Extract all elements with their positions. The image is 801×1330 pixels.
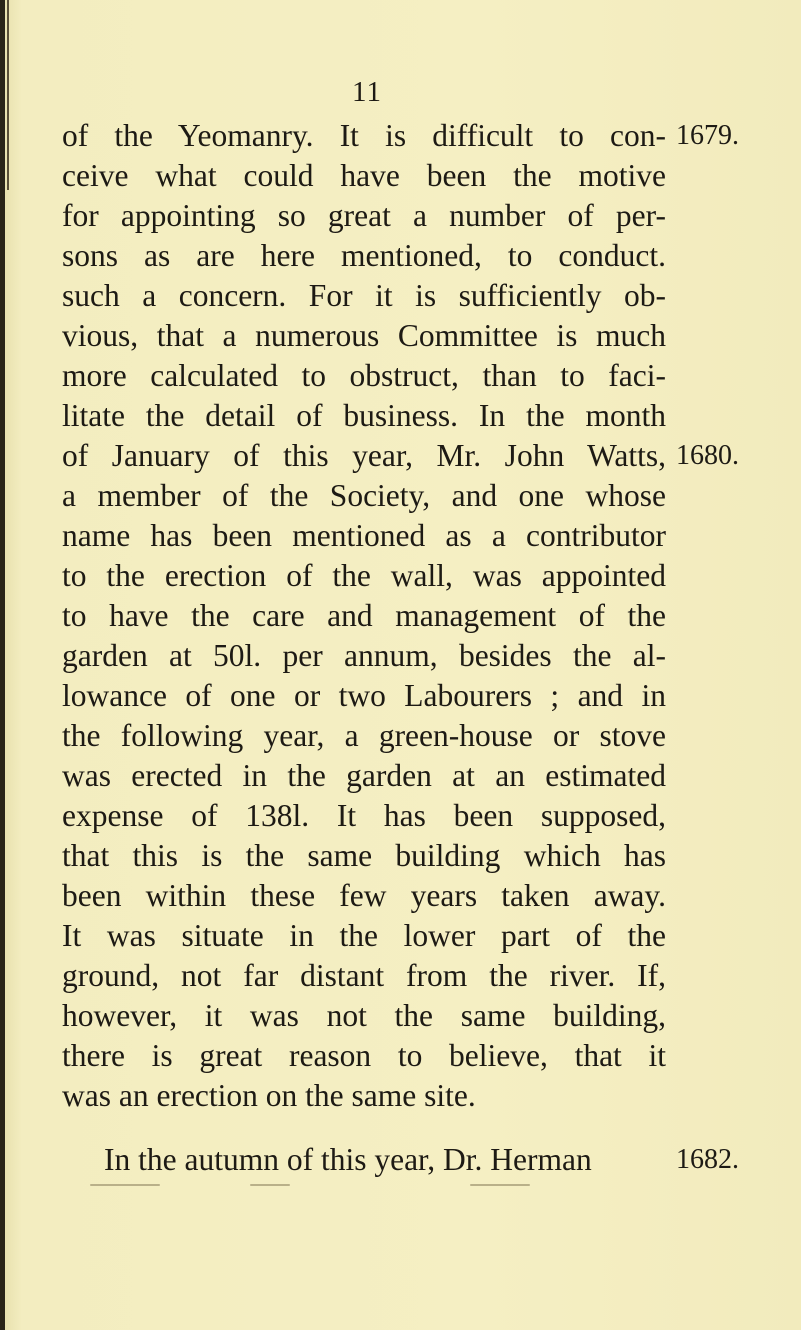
text-line: expense of 138l. It has been supposed, (62, 798, 666, 833)
text-line: ceive what could have been the motive (62, 158, 666, 193)
paper-speck (250, 1184, 290, 1186)
text-line: was erected in the garden at an estimated (62, 758, 666, 793)
text-line: of the Yeomanry. It is difficult to con- (62, 118, 666, 153)
text-line: garden at 50l. per annum, besides the al- (62, 638, 666, 673)
text-line: the following year, a green-house or stove (62, 718, 666, 753)
text-line: however, it was not the same building, (62, 998, 666, 1033)
margin-year: 1680. (676, 440, 739, 471)
text-line: name has been mentioned as a contributor (62, 518, 666, 553)
text-line-paragraph-start: In the autumn of this year, Dr. Herman (104, 1142, 592, 1177)
margin-year: 1682. (676, 1144, 739, 1175)
margin-year: 1679. (676, 120, 739, 151)
text-line: was an erection on the same site. (62, 1078, 476, 1113)
text-line: litate the detail of business. In the month (62, 398, 666, 433)
text-line: been within these few years taken away. (62, 878, 666, 913)
text-line: It was situate in the lower part of the (62, 918, 666, 953)
text-line: ground, not far distant from the river. If, (62, 958, 666, 993)
paper-speck (470, 1184, 530, 1186)
page-number: 11 (352, 76, 382, 108)
text-line: to the erection of the wall, was appointed (62, 558, 666, 593)
binding-gutter-shadow (0, 0, 5, 1330)
text-line: vious, that a numerous Committee is much (62, 318, 666, 353)
text-line: for appointing so great a number of per- (62, 198, 666, 233)
text-line: sons as are here mentioned, to conduct. (62, 238, 666, 273)
paper-speck (90, 1184, 160, 1186)
text-line: such a concern. For it is sufficiently ob- (62, 278, 666, 313)
text-line: that this is the same building which has (62, 838, 666, 873)
text-line: of January of this year, Mr. John Watts, (62, 438, 666, 473)
text-line: more calculated to obstruct, than to faci- (62, 358, 666, 393)
text-line: there is great reason to believe, that it (62, 1038, 666, 1073)
text-line: a member of the Society, and one whose (62, 478, 666, 513)
binding-gutter-line (7, 0, 9, 190)
text-line: to have the care and management of the (62, 598, 666, 633)
text-line: lowance of one or two Labourers ; and in (62, 678, 666, 713)
